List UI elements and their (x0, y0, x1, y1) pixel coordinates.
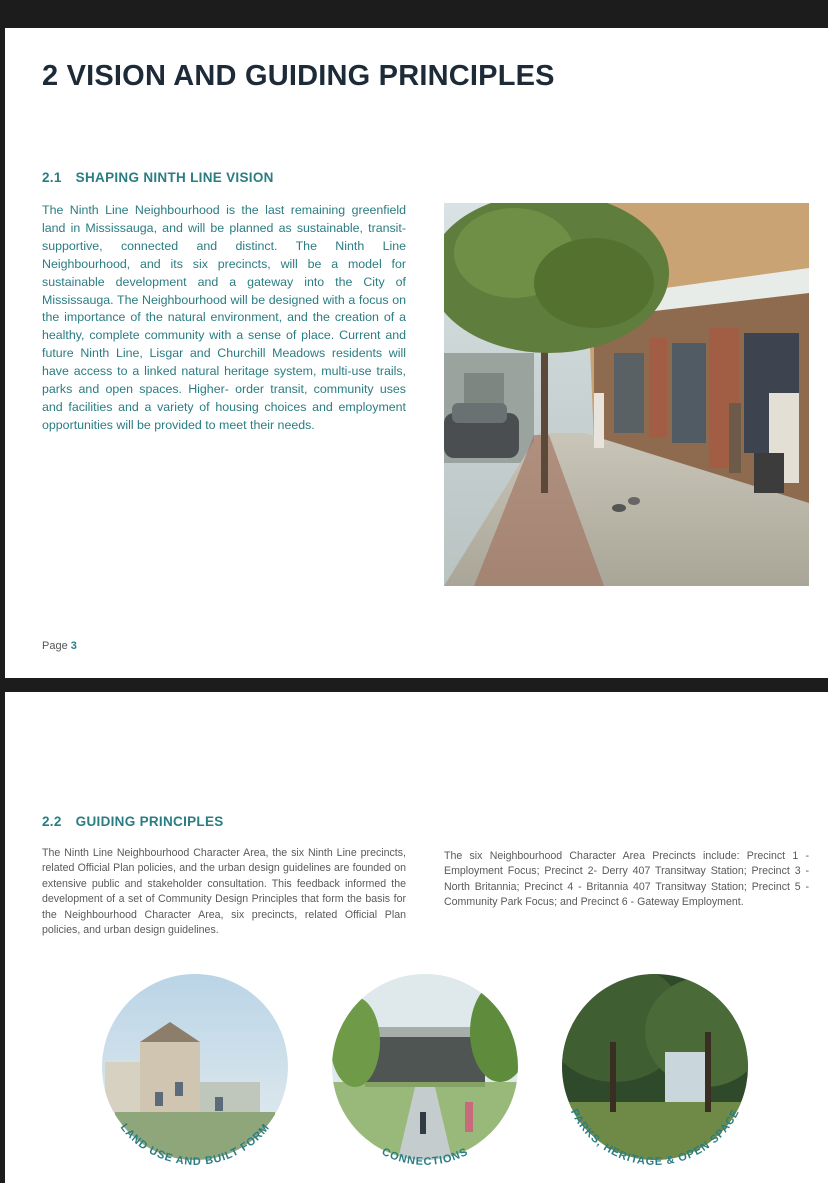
principle-connections (325, 972, 525, 1182)
streetscape-photo (444, 203, 809, 586)
principle-parks-heritage-open-space (555, 972, 755, 1182)
section-heading-2-2 (42, 814, 224, 829)
page-number (42, 640, 77, 652)
guiding-principles-intro: The Ninth Line Neighbourhood Character Area, the six Ninth Line precincts, related Official Plan policies, and the urban design guidelines are founded on extensive public and stakeholder consultation. This feedback informed the development of a set of Community Design Principles that form the basis for the Neighbourhood Character Area, six precincts, related Official Plan policies, and urban design guidelines. (42, 847, 406, 937)
page-number-value: 3 (70, 640, 77, 652)
section-heading-2-1 (42, 170, 274, 185)
connections-illustration (325, 972, 530, 1172)
page-label: Page (42, 640, 68, 652)
section-number: 2.1 (42, 170, 62, 185)
chapter-title: 2 VISION AND GUIDING PRINCIPLES (42, 60, 555, 92)
section-title: SHAPING NINTH LINE VISION (75, 170, 274, 185)
land-use-illustration (95, 972, 295, 1172)
document-page-4 (5, 692, 828, 1183)
principle-land-use-built-form (95, 972, 295, 1182)
land-use-label: LAND USE AND BUILT FORM (117, 1121, 273, 1168)
parks-illustration (545, 962, 765, 1172)
section-number: 2.2 (42, 814, 62, 829)
precincts-list-paragraph: The six Neighbourhood Character Area Precincts include: Precinct 1 - Employment Focus; Precinct 2- Derry 407 Transitway Station; Precinct 3 - North Britannia; Precinct 4 - Britannia 407 Transitway Station; Precinct 5 - Community Park Focus; and Precinct 6 - Gateway Employment. (444, 850, 809, 909)
vision-paragraph: The Ninth Line Neighbourhood is the last remaining greenfield land in Mississauga, and will be planned as sustainable, transit-supportive, connected and distinct. The Ninth Line Neighbourhood, and its six precincts, will be a model for sustainable development and a gateway into the City of Mississauga. The Neighbourhood will be designed with a focus on the importance of the natural environment, and the creation of a healthy, complete community with a sense of place. Current and future Ninth Line, Lisgar and Churchill Meadows residents will have access to a linked natural heritage system, multi-use trails, parks and open spaces. Higher- order transit, community uses and facilities and a variety of housing choices and employment opportunities will be provided to meet their needs. (42, 203, 406, 432)
document-page-3 (5, 28, 828, 678)
parks-label: PARKS, HERITAGE & OPEN SPACE (567, 1107, 743, 1169)
section-title: GUIDING PRINCIPLES (75, 814, 224, 829)
connections-label: CONNECTIONS (379, 1145, 471, 1169)
